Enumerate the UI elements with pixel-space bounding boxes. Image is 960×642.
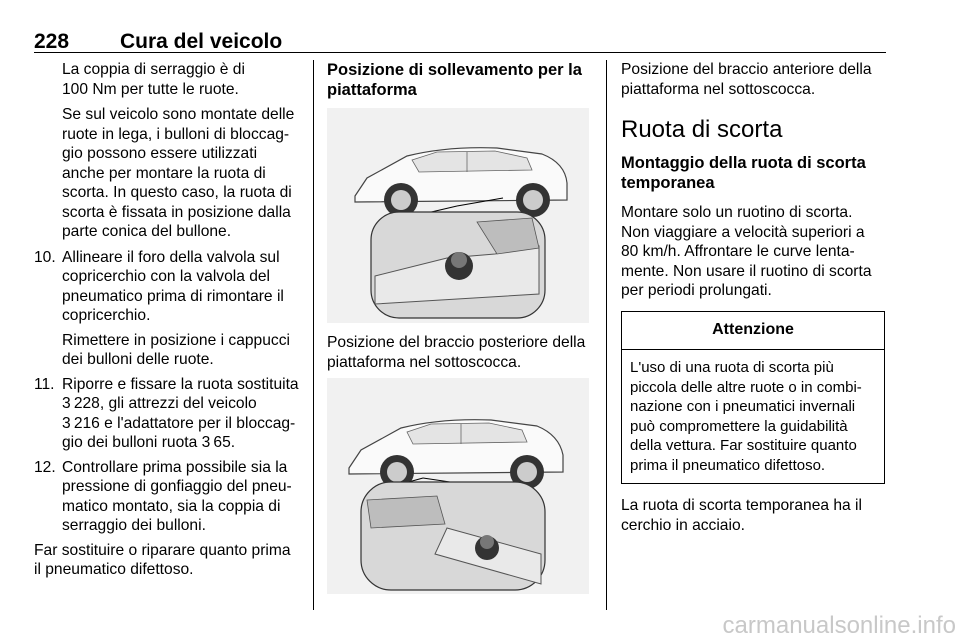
page-ref-link[interactable]: 216 xyxy=(73,414,100,432)
warning-title: Attenzione xyxy=(622,312,884,351)
column-middle xyxy=(327,60,593,604)
paragraph-torque: La coppia di serraggio è di 100 Nm per tutte le ruote. xyxy=(62,61,245,98)
column-divider xyxy=(606,60,607,610)
column-right xyxy=(621,60,885,541)
item-10-subparagraph: Rimettere in posizione i cappucci dei bulloni delle ruote. xyxy=(62,331,290,368)
column-divider xyxy=(313,60,314,610)
subsection-heading: Montaggio della ruota di scorta temporanea xyxy=(621,154,866,192)
page-ref-arrow-icon: 3 xyxy=(62,414,71,432)
item-text xyxy=(62,375,302,453)
page-ref-arrow-icon: 3 xyxy=(62,395,71,412)
car-lift-front-illustration xyxy=(327,378,589,594)
item-text-part: Riporre e fissare la ruota sostituita xyxy=(62,375,299,393)
column-left xyxy=(34,60,302,586)
warning-text: L'uso di una ruota di scorta più piccola delle altre ruote o in combi- nazione con i pneumatici invernali può compromettere la guidabilità della vettura. Far sostituire quanto prima il pneumatico difettoso. xyxy=(630,359,862,474)
figure-caption-front: Posizione del braccio anteriore della piattaforma nel sottoscocca. xyxy=(621,61,872,98)
car-illustration xyxy=(327,378,589,594)
page-number: 228 xyxy=(34,30,70,53)
paragraph-steel-rim: La ruota di scorta temporanea ha il cerchio in acciaio. xyxy=(621,497,862,534)
car-illustration xyxy=(327,108,589,323)
page-header xyxy=(34,6,886,53)
section-title-spare-wheel: Ruota di scorta xyxy=(621,116,783,143)
item-number: 12. xyxy=(34,458,56,476)
warning-box xyxy=(621,311,885,485)
list-item-10 xyxy=(34,248,302,326)
item-number: 10. xyxy=(34,248,56,266)
page-ref-link[interactable]: 65 xyxy=(213,434,231,451)
page-ref-link[interactable]: 228 xyxy=(73,395,100,412)
item-number: 11. xyxy=(34,375,55,393)
page-ref-arrow-icon: 3 xyxy=(201,434,211,451)
item-text: Controllare prima possibile sia la pressione di gonfiaggio del pneu- matico montato, sia la coppia di serraggio dei bulloni. xyxy=(62,458,292,534)
chapter-title: Cura del veicolo xyxy=(120,30,283,53)
paragraph-spare-intro: Montare solo un ruotino di scorta. Non viaggiare a velocità superiori a 80 km/h. Affrontare le curve lenta- mente. Non usare il ruotino di scorta per periodi prolungati. xyxy=(621,204,872,299)
item-text-part: , gli attrezzi del veicolo xyxy=(99,395,257,412)
item-text: Allineare il foro della valvola sul copricerchio con la valvola del pneumatico prima di rimontare il copricerchio. xyxy=(62,248,284,324)
item-text-part: e l'adattatore per il bloccag- gio dei bulloni ruota xyxy=(62,414,296,451)
list-item-12 xyxy=(34,458,302,536)
car-lift-rear-illustration xyxy=(327,108,589,323)
paragraph-alloy-wheels: Se sul veicolo sono montate delle ruote in lega, i bulloni di bloccag- gio possono essere utilizzati anche per montare la ruota di scorta. In questo caso, la ruota di scorta è fissata in posizione dalla parte conica del bullone. xyxy=(62,106,295,240)
item-text-part: . xyxy=(230,434,236,451)
paragraph-final: Far sostituire o riparare quanto prima il pneumatico difettoso. xyxy=(34,541,291,578)
list-item-11 xyxy=(34,375,302,453)
section-heading: Posizione di sollevamento per la piattaforma xyxy=(327,61,582,99)
figure-caption-rear: Posizione del braccio posteriore della piattaforma nel sottoscocca. xyxy=(327,334,586,371)
watermark: carmanualsonline.info xyxy=(722,612,956,639)
